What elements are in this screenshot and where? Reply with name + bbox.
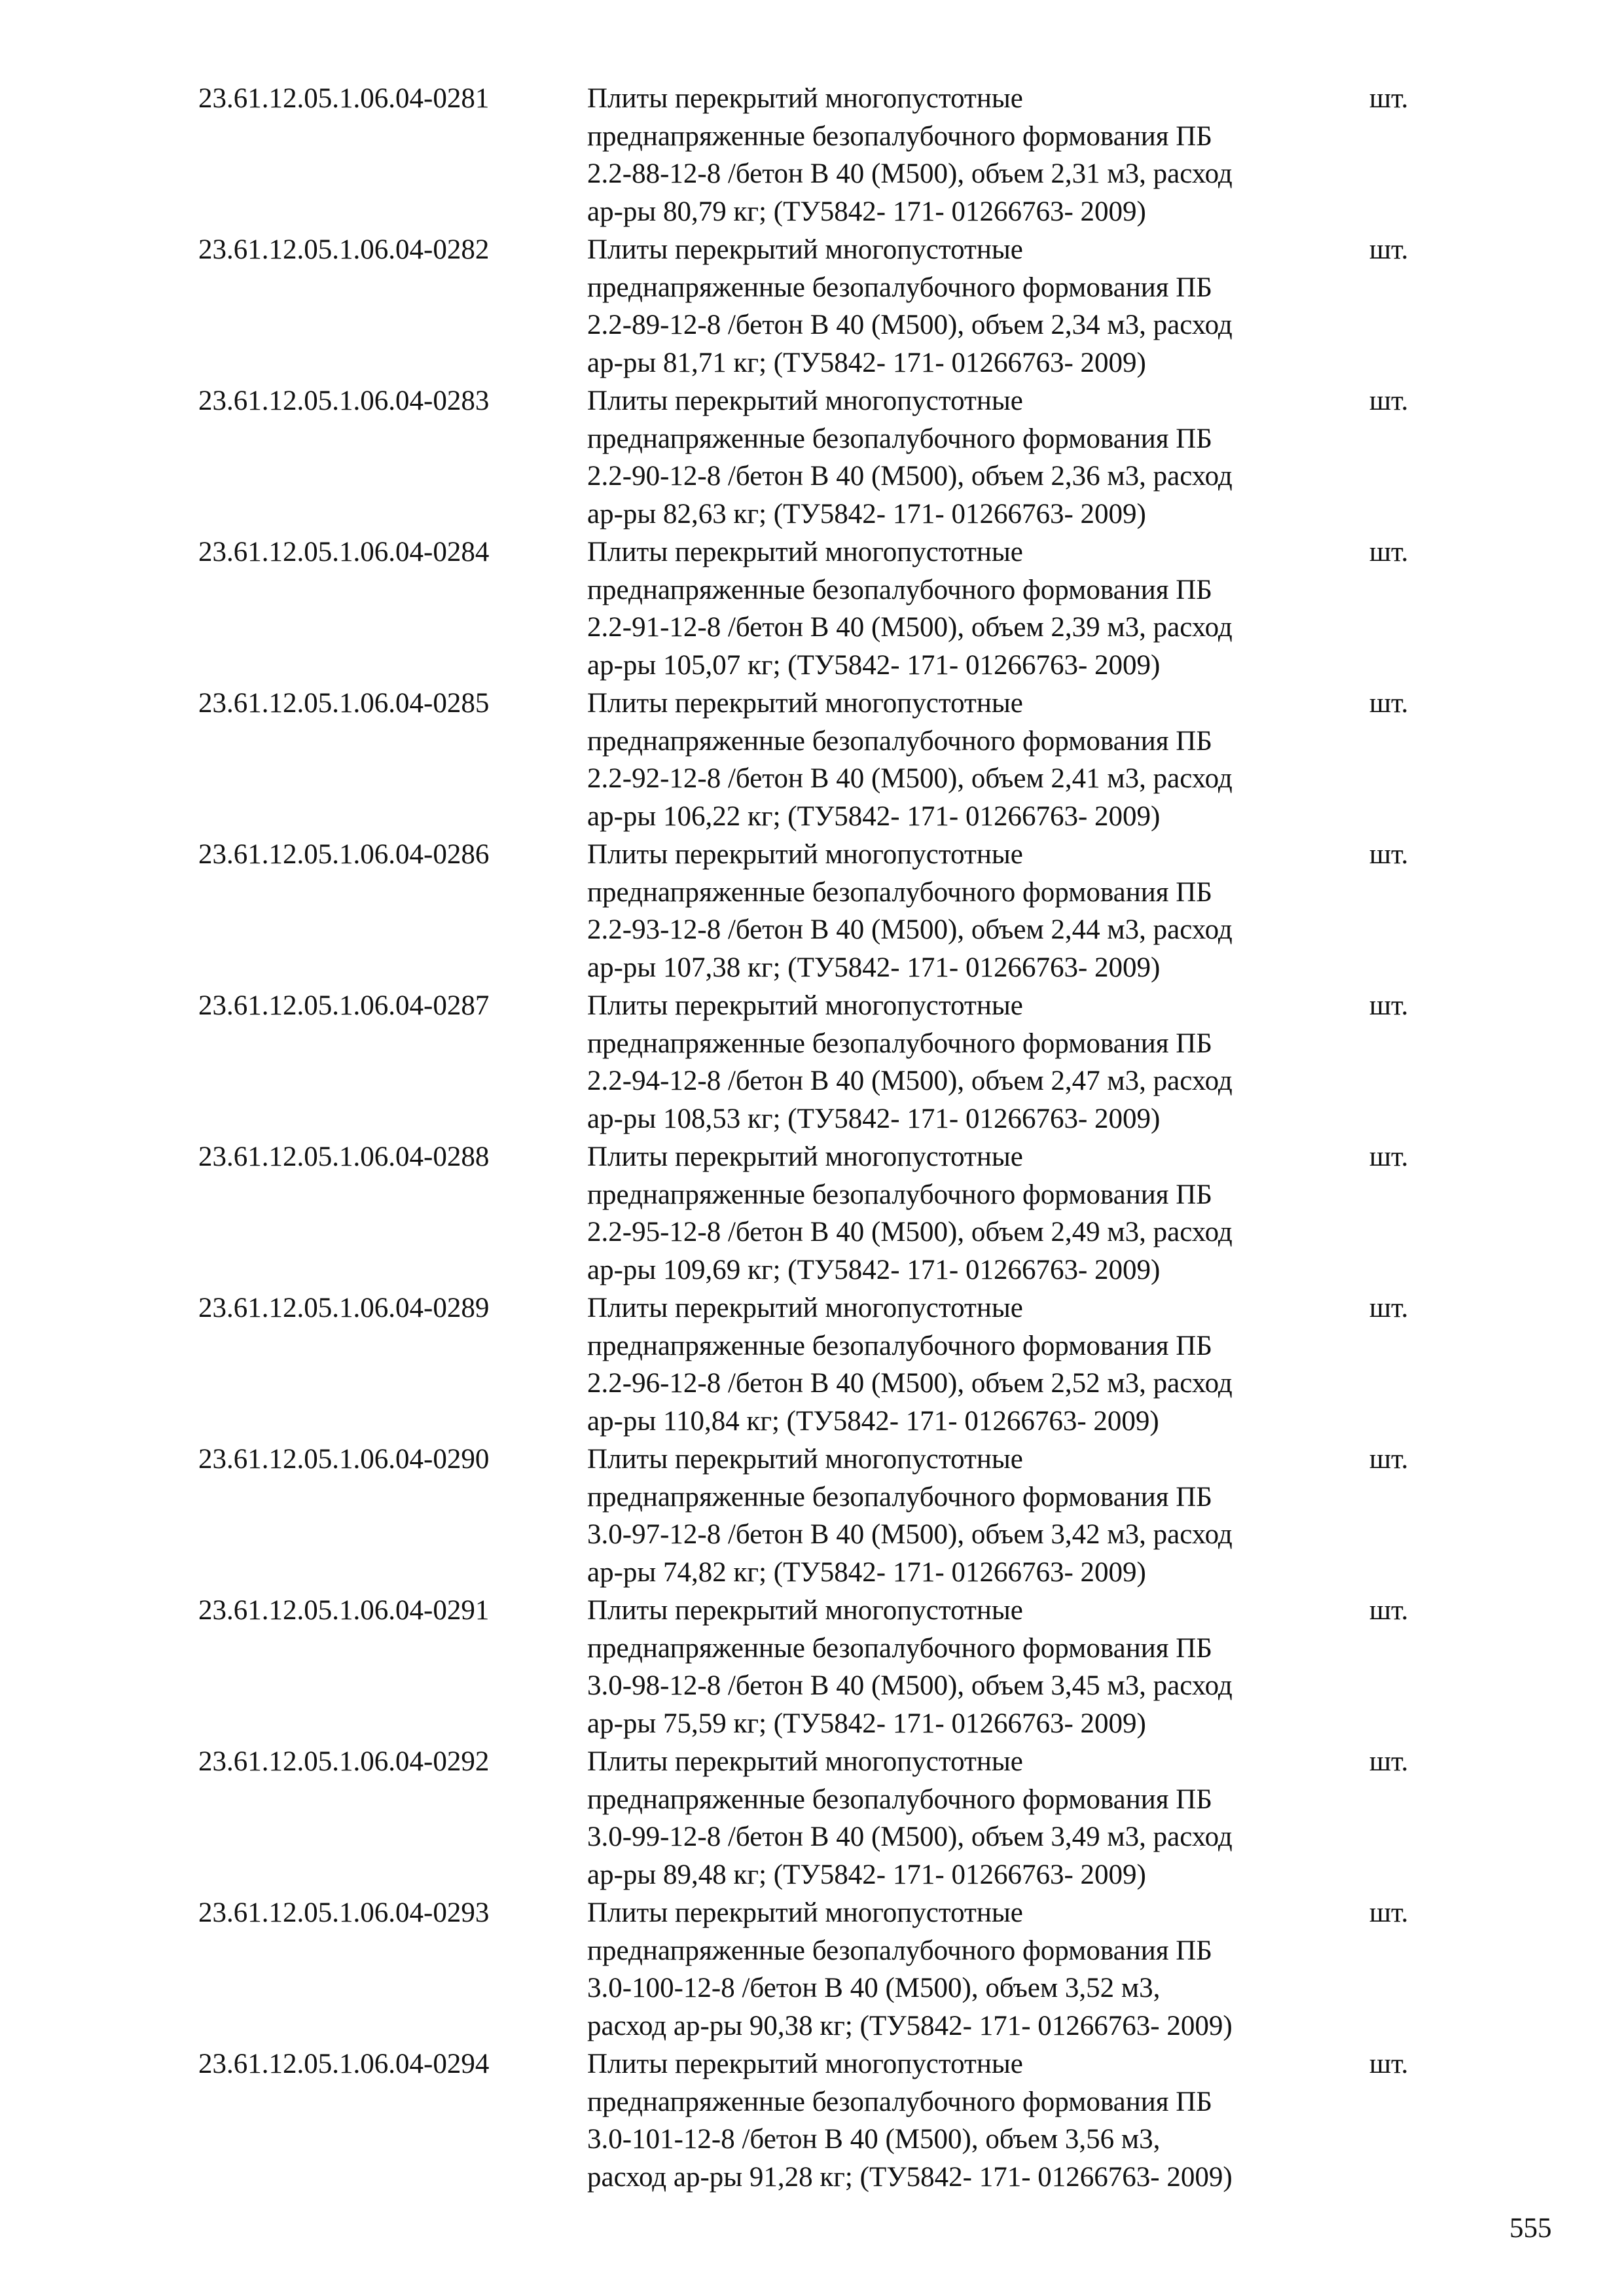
- unit-of-measure: шт.: [1369, 1595, 1409, 1626]
- resource-description: [587, 1289, 1360, 1441]
- resource-description: [587, 836, 1360, 987]
- description-line: Плиты перекрытий многопустотные: [587, 1141, 1023, 1172]
- resource-description: [587, 1441, 1360, 1592]
- unit-of-measure: шт.: [1369, 1293, 1409, 1323]
- description-line: Плиты перекрытий многопустотные: [587, 688, 1023, 719]
- description-line: Плиты перекрытий многопустотные: [587, 1746, 1023, 1777]
- description-line: 2.2-95-12-8 /бетон В 40 (М500), объем 2,49 м3, расход: [587, 1217, 1233, 1248]
- description-line: преднапряженные безопалубочного формования ПБ: [587, 1330, 1212, 1361]
- resource-code: 23.61.12.05.1.06.04-0283: [198, 386, 490, 416]
- resource-code: 23.61.12.05.1.06.04-0291: [198, 1595, 490, 1626]
- description-line: ар-ры 105,07 кг; (ТУ5842- 171- 01266763- 2009): [587, 650, 1161, 681]
- description-line: ар-ры 89,48 кг; (ТУ5842- 171- 01266763- 2009): [587, 1859, 1146, 1891]
- unit-of-measure: шт.: [1369, 537, 1409, 567]
- resource-description: [587, 1592, 1360, 1743]
- resource-description: [587, 987, 1360, 1138]
- resource-code: 23.61.12.05.1.06.04-0285: [198, 688, 490, 719]
- description-line: 2.2-94-12-8 /бетон В 40 (М500), объем 2,47 м3, расход: [587, 1066, 1233, 1097]
- description-line: ар-ры 75,59 кг; (ТУ5842- 171- 01266763- 2009): [587, 1708, 1146, 1740]
- table-row: [0, 1138, 1624, 1289]
- resource-code: 23.61.12.05.1.06.04-0287: [198, 990, 490, 1021]
- description-line: Плиты перекрытий многопустотные: [587, 83, 1023, 114]
- description-line: преднапряженные безопалубочного формования ПБ: [587, 1784, 1212, 1815]
- resource-table: [0, 80, 1624, 2197]
- description-line: ар-ры 74,82 кг; (ТУ5842- 171- 01266763- 2009): [587, 1557, 1146, 1588]
- page-number: 555: [1509, 2213, 1552, 2244]
- description-line: 2.2-90-12-8 /бетон В 40 (М500), объем 2,36 м3, расход: [587, 461, 1233, 492]
- description-line: расход ар-ры 91,28 кг; (ТУ5842- 171- 01266763- 2009): [587, 2162, 1233, 2193]
- resource-description: [587, 1743, 1360, 1894]
- table-row: [0, 836, 1624, 987]
- description-line: 3.0-101-12-8 /бетон В 40 (М500), объем 3,56 м3,: [587, 2124, 1161, 2155]
- resource-code: 23.61.12.05.1.06.04-0281: [198, 83, 490, 114]
- description-line: Плиты перекрытий многопустотные: [587, 386, 1023, 416]
- description-line: ар-ры 80,79 кг; (ТУ5842- 171- 01266763- 2009): [587, 196, 1146, 228]
- resource-description: [587, 80, 1360, 231]
- table-row: [0, 1289, 1624, 1441]
- table-row: [0, 685, 1624, 836]
- description-line: Плиты перекрытий многопустотные: [587, 537, 1023, 567]
- description-line: преднапряженные безопалубочного формования ПБ: [587, 272, 1212, 303]
- description-line: преднапряженные безопалубочного формования ПБ: [587, 1632, 1212, 1664]
- description-line: преднапряженные безопалубочного формования ПБ: [587, 1179, 1212, 1210]
- description-line: 2.2-88-12-8 /бетон В 40 (М500), объем 2,31 м3, расход: [587, 158, 1233, 190]
- resource-description: [587, 533, 1360, 685]
- description-line: 2.2-96-12-8 /бетон В 40 (М500), объем 2,52 м3, расход: [587, 1368, 1233, 1399]
- resource-code: 23.61.12.05.1.06.04-0293: [198, 1897, 490, 1928]
- resource-code: 23.61.12.05.1.06.04-0282: [198, 234, 490, 265]
- description-line: ар-ры 110,84 кг; (ТУ5842- 171- 01266763- 2009): [587, 1406, 1159, 1437]
- table-row: [0, 2045, 1624, 2197]
- description-line: Плиты перекрытий многопустотные: [587, 1595, 1023, 1626]
- description-line: Плиты перекрытий многопустотные: [587, 2049, 1023, 2079]
- description-line: преднапряженные безопалубочного формования ПБ: [587, 876, 1212, 908]
- resource-code: 23.61.12.05.1.06.04-0294: [198, 2049, 490, 2079]
- description-line: 3.0-97-12-8 /бетон В 40 (М500), объем 3,42 м3, расход: [587, 1519, 1233, 1551]
- resource-description: [587, 231, 1360, 382]
- table-row: [0, 80, 1624, 231]
- unit-of-measure: шт.: [1369, 1897, 1409, 1928]
- description-line: 2.2-93-12-8 /бетон В 40 (М500), объем 2,44 м3, расход: [587, 914, 1233, 946]
- description-line: Плиты перекрытий многопустотные: [587, 1293, 1023, 1323]
- description-line: преднапряженные безопалубочного формования ПБ: [587, 1935, 1212, 1966]
- resource-code: 23.61.12.05.1.06.04-0288: [198, 1141, 490, 1172]
- unit-of-measure: шт.: [1369, 83, 1409, 114]
- description-line: 3.0-98-12-8 /бетон В 40 (М500), объем 3,45 м3, расход: [587, 1670, 1233, 1702]
- description-line: Плиты перекрытий многопустотные: [587, 990, 1023, 1021]
- description-line: преднапряженные безопалубочного формования ПБ: [587, 725, 1212, 757]
- resource-description: [587, 2045, 1360, 2197]
- unit-of-measure: шт.: [1369, 1444, 1409, 1475]
- description-line: Плиты перекрытий многопустотные: [587, 1444, 1023, 1475]
- description-line: Плиты перекрытий многопустотные: [587, 1897, 1023, 1928]
- table-row: [0, 1743, 1624, 1894]
- unit-of-measure: шт.: [1369, 990, 1409, 1021]
- description-line: преднапряженные безопалубочного формования ПБ: [587, 1028, 1212, 1059]
- unit-of-measure: шт.: [1369, 688, 1409, 719]
- resource-description: [587, 685, 1360, 836]
- description-line: расход ар-ры 90,38 кг; (ТУ5842- 171- 01266763- 2009): [587, 2011, 1233, 2042]
- resource-code: 23.61.12.05.1.06.04-0286: [198, 839, 490, 870]
- description-line: 3.0-99-12-8 /бетон В 40 (М500), объем 3,49 м3, расход: [587, 1821, 1233, 1853]
- resource-description: [587, 382, 1360, 533]
- unit-of-measure: шт.: [1369, 386, 1409, 416]
- table-row: [0, 1894, 1624, 2045]
- resource-description: [587, 1138, 1360, 1289]
- description-line: ар-ры 107,38 кг; (ТУ5842- 171- 01266763- 2009): [587, 952, 1161, 984]
- resource-code: 23.61.12.05.1.06.04-0284: [198, 537, 490, 567]
- description-line: преднапряженные безопалубочного формования ПБ: [587, 574, 1212, 605]
- description-line: преднапряженные безопалубочного формования ПБ: [587, 1481, 1212, 1513]
- description-line: ар-ры 106,22 кг; (ТУ5842- 171- 01266763- 2009): [587, 801, 1161, 833]
- description-line: 2.2-91-12-8 /бетон В 40 (М500), объем 2,39 м3, расход: [587, 612, 1233, 643]
- description-line: преднапряженные безопалубочного формования ПБ: [587, 423, 1212, 454]
- table-row: [0, 987, 1624, 1138]
- resource-code: 23.61.12.05.1.06.04-0290: [198, 1444, 490, 1475]
- unit-of-measure: шт.: [1369, 2049, 1409, 2079]
- unit-of-measure: шт.: [1369, 839, 1409, 870]
- description-line: преднапряженные безопалубочного формования ПБ: [587, 2086, 1212, 2117]
- table-row: [0, 533, 1624, 685]
- table-row: [0, 1592, 1624, 1743]
- description-line: 2.2-92-12-8 /бетон В 40 (М500), объем 2,41 м3, расход: [587, 763, 1233, 795]
- unit-of-measure: шт.: [1369, 1141, 1409, 1172]
- resource-code: 23.61.12.05.1.06.04-0289: [198, 1293, 490, 1323]
- unit-of-measure: шт.: [1369, 1746, 1409, 1777]
- description-line: Плиты перекрытий многопустотные: [587, 839, 1023, 870]
- table-row: [0, 382, 1624, 533]
- description-line: преднапряженные безопалубочного формования ПБ: [587, 120, 1212, 152]
- resource-description: [587, 1894, 1360, 2045]
- description-line: ар-ры 109,69 кг; (ТУ5842- 171- 01266763- 2009): [587, 1255, 1161, 1286]
- table-row: [0, 231, 1624, 382]
- description-line: 3.0-100-12-8 /бетон В 40 (М500), объем 3,52 м3,: [587, 1973, 1161, 2004]
- table-row: [0, 1441, 1624, 1592]
- description-line: ар-ры 81,71 кг; (ТУ5842- 171- 01266763- 2009): [587, 348, 1146, 379]
- description-line: Плиты перекрытий многопустотные: [587, 234, 1023, 265]
- description-line: ар-ры 82,63 кг; (ТУ5842- 171- 01266763- 2009): [587, 499, 1146, 530]
- description-line: ар-ры 108,53 кг; (ТУ5842- 171- 01266763- 2009): [587, 1103, 1161, 1135]
- resource-code: 23.61.12.05.1.06.04-0292: [198, 1746, 490, 1777]
- unit-of-measure: шт.: [1369, 234, 1409, 265]
- description-line: 2.2-89-12-8 /бетон В 40 (М500), объем 2,34 м3, расход: [587, 310, 1233, 341]
